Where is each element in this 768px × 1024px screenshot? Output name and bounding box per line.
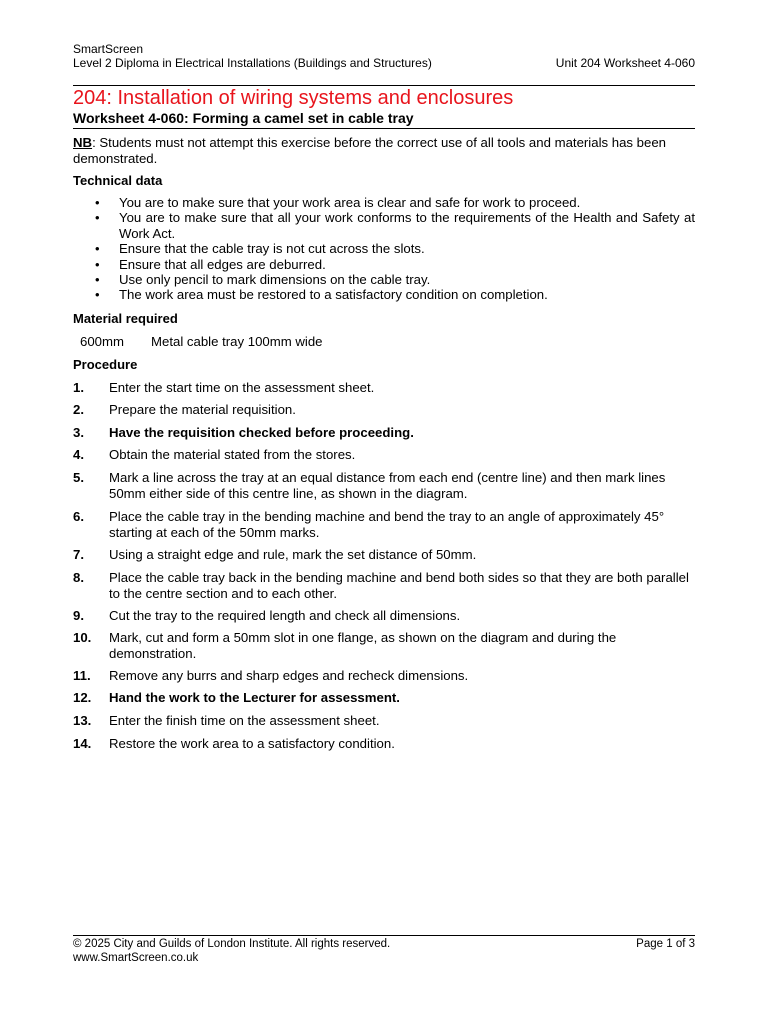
bullet-text: The work area must be restored to a satisfactory condition on completion.	[119, 287, 548, 303]
step-number: 14.	[73, 736, 92, 751]
step-text: Enter the finish time on the assessment sheet.	[109, 713, 380, 728]
procedure-step	[73, 690, 695, 706]
material-description: Metal cable tray 100mm wide	[151, 334, 323, 349]
material-required-heading: Material required	[73, 311, 178, 326]
footer-copyright: © 2025 City and Guilds of London Institute. All rights reserved.	[73, 938, 391, 950]
procedure-step	[73, 547, 695, 563]
step-text: Mark, cut and form a 50mm slot in one flange, as shown on the diagram and during the demonstration.	[109, 630, 617, 661]
bullet-icon: •	[95, 287, 100, 303]
step-text: Obtain the material stated from the stores.	[109, 447, 356, 462]
step-text: Restore the work area to a satisfactory condition.	[109, 736, 395, 751]
procedure-step	[73, 380, 695, 396]
procedure-step	[73, 668, 695, 684]
procedure-step	[73, 509, 695, 541]
step-text: Enter the start time on the assessment sheet.	[109, 380, 375, 395]
step-number: 4.	[73, 447, 84, 462]
procedure-step	[73, 608, 695, 624]
step-text: Mark a line across the tray at an equal distance from each end (centre line) and then mark lines 50mm either side of this centre line, as shown in the diagram.	[109, 470, 666, 501]
subtitle-divider	[73, 128, 695, 129]
step-text: Have the requisition checked before proceeding.	[109, 425, 414, 440]
header-brand: SmartScreen	[73, 42, 144, 56]
step-text: Place the cable tray back in the bending machine and bend both sides so that they are both parallel to the centre section and to each other.	[109, 570, 689, 601]
step-number: 7.	[73, 547, 84, 562]
footer-page-number: Page 1 of 3	[636, 938, 695, 950]
page-subtitle: Worksheet 4-060: Forming a camel set in cable tray	[73, 110, 414, 126]
material-quantity: 600mm	[80, 334, 124, 349]
footer-divider	[73, 935, 695, 936]
technical-data-list	[73, 195, 695, 303]
bullet-text: You are to make sure that your work area is clear and safe for work to proceed.	[119, 195, 581, 210]
step-text: Remove any burrs and sharp edges and recheck dimensions.	[109, 668, 469, 683]
note-text: : Students must not attempt this exercise before the correct use of all tools and materials has been demonstrated.	[73, 135, 667, 166]
procedure-step	[73, 470, 695, 502]
safety-note	[73, 135, 695, 167]
page-title: 204: Installation of wiring systems and enclosures	[73, 87, 514, 109]
bullet-icon: •	[95, 195, 100, 210]
page-header	[73, 42, 695, 70]
material-item	[73, 334, 323, 350]
step-number: 3.	[73, 425, 84, 440]
bullet-item	[73, 241, 695, 256]
header-course: Level 2 Diploma in Electrical Installations (Buildings and Structures)	[73, 56, 432, 70]
step-text: Using a straight edge and rule, mark the set distance of 50mm.	[109, 547, 477, 562]
bullet-icon: •	[95, 256, 100, 272]
step-number: 13.	[73, 713, 92, 728]
step-number: 5.	[73, 470, 84, 485]
note-tag: NB	[73, 135, 93, 150]
procedure-step	[73, 447, 695, 463]
step-text: Prepare the material requisition.	[109, 402, 296, 417]
procedure-step	[73, 425, 695, 441]
procedure-step	[73, 402, 695, 418]
step-number: 12.	[73, 690, 92, 705]
bullet-item	[73, 195, 695, 210]
procedure-step	[73, 570, 695, 602]
bullet-item	[73, 287, 695, 302]
bullet-text: Ensure that the cable tray is not cut across the slots.	[119, 241, 425, 257]
step-number: 10.	[73, 630, 92, 645]
procedure-step	[73, 630, 695, 662]
bullet-icon: •	[95, 241, 100, 257]
page-footer	[73, 937, 695, 965]
bullet-text: Use only pencil to mark dimensions on the cable tray.	[119, 272, 431, 288]
bullet-text: Ensure that all edges are deburred.	[119, 256, 326, 272]
bullet-item	[73, 210, 695, 241]
step-number: 2.	[73, 402, 84, 417]
step-text: Place the cable tray in the bending machine and bend the tray to an angle of approximately 45° starting at each of the 50mm marks.	[109, 509, 665, 540]
header-unit-ref: Unit 204 Worksheet 4-060	[555, 56, 695, 70]
bullet-icon: •	[95, 210, 100, 226]
step-number: 11.	[73, 668, 91, 683]
footer-website: www.SmartScreen.co.uk	[73, 952, 199, 964]
step-number: 9.	[73, 608, 84, 623]
procedure-step	[73, 736, 695, 752]
procedure-step	[73, 713, 695, 729]
step-number: 1.	[73, 380, 84, 395]
technical-data-heading: Technical data	[73, 173, 163, 188]
bullet-item	[73, 257, 695, 272]
procedure-heading: Procedure	[73, 357, 138, 372]
step-text: Cut the tray to the required length and check all dimensions.	[109, 608, 461, 623]
bullet-item	[73, 272, 695, 287]
step-number: 6.	[73, 509, 84, 524]
bullet-icon: •	[95, 272, 100, 288]
step-number: 8.	[73, 570, 84, 585]
bullet-text: You are to make sure that all your work conforms to the requirements of the Health and Safety at Work Act.	[119, 210, 695, 241]
step-text: Hand the work to the Lecturer for assessment.	[109, 690, 400, 705]
header-divider	[73, 85, 695, 86]
